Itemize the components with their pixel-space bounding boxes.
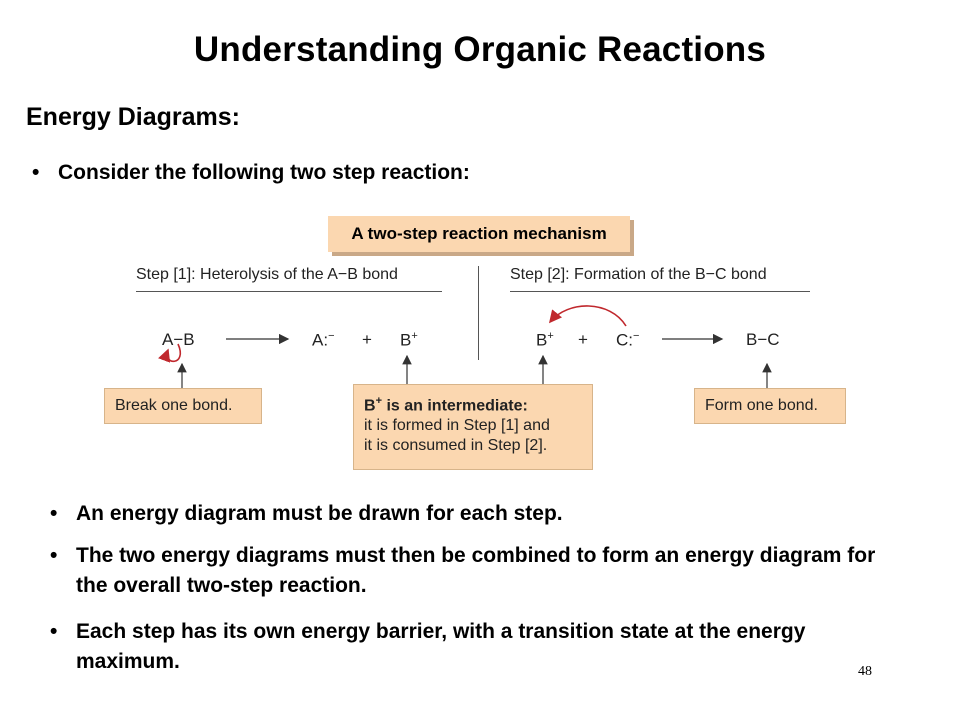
- break-bond-text: Break one bond.: [115, 397, 233, 414]
- plus-sign: +: [362, 330, 372, 349]
- bullet-item: [50, 541, 910, 601]
- intermediate-line1: it is formed in Step [1] and: [364, 417, 550, 435]
- reactant-ab: A−B: [162, 330, 195, 349]
- page-number: 48: [858, 664, 872, 679]
- bullet-dot: •: [50, 620, 58, 643]
- product-cation-b: B+: [400, 330, 418, 350]
- bullet-text: Each step has its own energy barrier, with a transition state at the energy maximum.: [76, 620, 806, 673]
- bullet-text: The two energy diagrams must then be combined to form an energy diagram for the overall two-step reaction.: [76, 544, 876, 597]
- reactant-anion-c: C:−: [616, 330, 640, 350]
- form-bond-text: Form one bond.: [705, 397, 818, 414]
- bullet-item: [50, 617, 910, 677]
- mechanism-title: A two-step reaction mechanism: [351, 224, 607, 243]
- bond-forming-curved-arrow: [550, 306, 626, 326]
- intermediate-title: B+ is an intermediate:: [364, 395, 528, 415]
- bullet-text: An energy diagram must be drawn for each step.: [76, 502, 563, 525]
- step1-label: Step [1]: Heterolysis of the A−B bond: [136, 266, 398, 283]
- bullet-dot: •: [50, 502, 58, 525]
- product-anion-a: A:−: [312, 330, 335, 350]
- form-bond-note: [694, 388, 846, 424]
- intro-bullet: [32, 158, 732, 188]
- section-heading: Energy Diagrams:: [26, 103, 240, 131]
- product-bc: B−C: [746, 330, 780, 349]
- bullet-dot: •: [50, 544, 58, 567]
- plus-sign: +: [578, 330, 588, 349]
- bond-breaking-curved-arrow: [167, 344, 180, 361]
- bullet-dot: •: [32, 161, 40, 184]
- break-bond-note: [104, 388, 262, 424]
- reaction-mechanism-diagram: [100, 208, 860, 478]
- intermediate-line2: it is consumed in Step [2].: [364, 437, 548, 455]
- reactant-cation-b: B+: [536, 330, 554, 350]
- intermediate-note: [353, 384, 593, 470]
- intro-bullet-text: Consider the following two step reaction:: [58, 161, 470, 184]
- slide-title: Understanding Organic Reactions: [193, 30, 767, 69]
- step2-label: Step [2]: Formation of the B−C bond: [510, 266, 767, 283]
- bullet-item: [50, 499, 910, 529]
